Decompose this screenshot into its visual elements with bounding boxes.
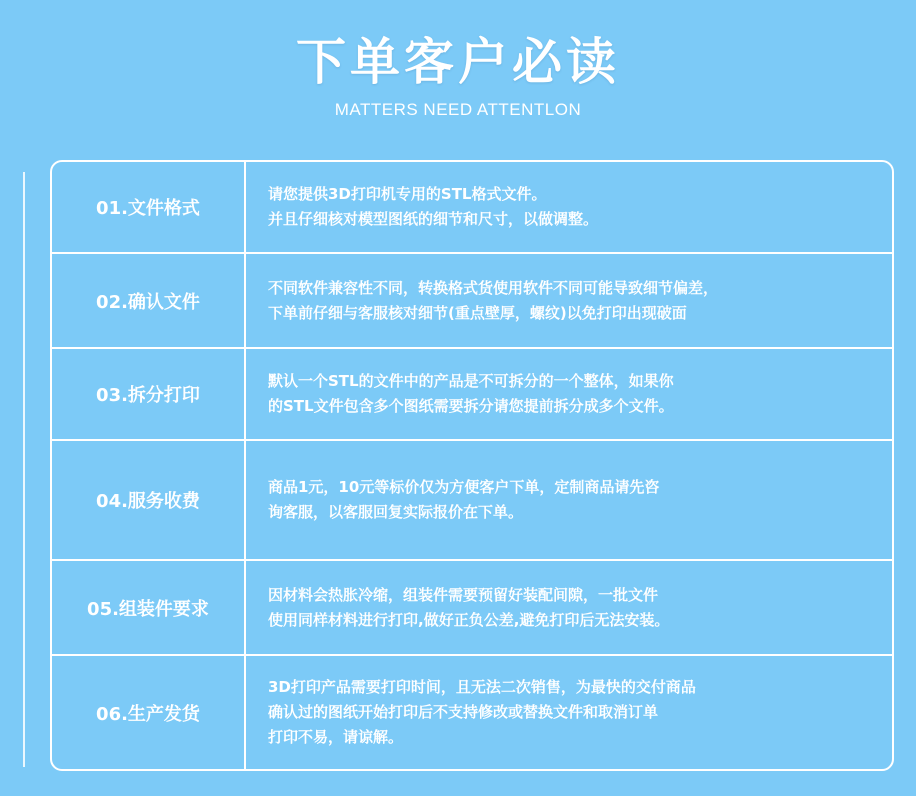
notice-row-file-format: [52, 162, 892, 254]
row-label: 01.文件格式: [96, 198, 200, 219]
row-label: 03.拆分打印: [96, 385, 200, 406]
row-description: [268, 254, 878, 347]
row-description: [268, 162, 878, 252]
notice-row-shipping: [52, 656, 892, 769]
row-description: [268, 349, 878, 439]
description-line: 使用同样材料进行打印,做好正负公差,避免打印后无法安装。: [268, 610, 670, 629]
notice-row-confirm-file: [52, 254, 892, 349]
description-line: 询客服，以客服回复实际报价在下单。: [268, 503, 524, 521]
description-line: 商品1元，10元等标价仅为方便客户下单，定制商品请先咨: [268, 478, 660, 496]
description-line: 打印不易，请谅解。: [268, 728, 404, 746]
row-description: [268, 656, 878, 769]
description-line: 并且仔细核对模型图纸的细节和尺寸，以做调整。: [268, 210, 599, 228]
notice-row-assembly: [52, 561, 892, 656]
row-label: 02.确认文件: [96, 291, 200, 313]
notice-table: [50, 160, 894, 771]
description-line: 下单前仔细与客服核对细节(重点壁厚，螺纹)以免打印出现破面: [268, 303, 687, 322]
description-line: 默认一个STL的文件中的产品是不可拆分的一个整体，如果你: [268, 372, 674, 390]
row-description: [268, 441, 878, 559]
decorative-side-line: [23, 172, 25, 767]
page-subtitle: MATTERS NEED ATTENTLON: [334, 100, 582, 119]
row-label: 06.生产发货: [96, 703, 200, 725]
description-line: 确认过的图纸开始打印后不支持修改或替换文件和取消订单: [268, 703, 659, 721]
row-label: 04.服务收费: [96, 491, 200, 512]
row-label: 05.组装件要求: [87, 598, 209, 620]
page-title: 下单客户必读: [296, 33, 620, 91]
description-line: 的STL文件包含多个图纸需要拆分请您提前拆分成多个文件。: [268, 397, 674, 415]
description-line: 不同软件兼容性不同，转换格式货使用软件不同可能导致细节偏差，: [268, 278, 719, 297]
description-line: 请您提供3D打印机专用的STL格式文件。: [268, 185, 547, 203]
description-line: 3D打印产品需要打印时间，且无法二次销售，为最快的交付商品: [268, 678, 696, 696]
description-line: 因材料会热胀冷缩，组装件需要预留好装配间隙，一批文件: [268, 585, 659, 604]
row-description: [268, 561, 878, 654]
notice-row-service-fee: [52, 441, 892, 561]
notice-row-split-print: [52, 349, 892, 441]
